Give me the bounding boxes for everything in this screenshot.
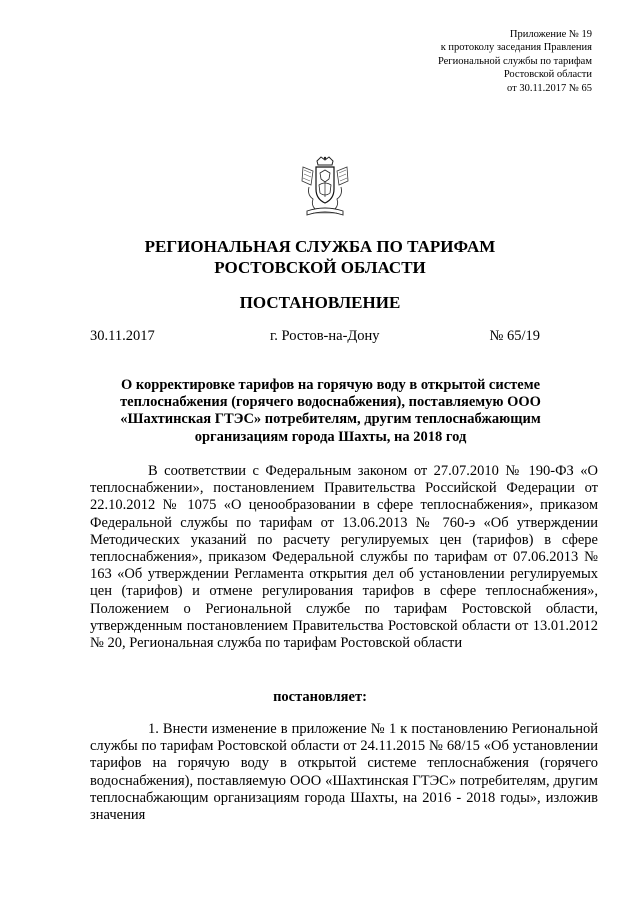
item-1-paragraph: 1. Внести изменение в приложение № 1 к постановлению Региональной службы по тарифам Ростовской области от 24.11.2015 № 68/15 «Об установлении тарифов на горячую воду в открытой системе теплоснабжения (горячего водоснабжения), поставляемую ООО «Шахтинская ГТЭС» потребителям, другим теплоснабжающим организациям города Шахты, на 2016 - 2018 годы», изложив значения bbox=[90, 721, 598, 824]
appendix-note bbox=[438, 28, 592, 95]
decree-heading: постановляет: bbox=[273, 689, 367, 705]
appendix-line: Ростовской области bbox=[503, 69, 592, 81]
appendix-line: Приложение № 19 bbox=[509, 29, 592, 40]
coat-of-arms-icon bbox=[299, 155, 351, 219]
appendix-line: Региональной службы по тарифам bbox=[437, 55, 592, 67]
document-type: ПОСТАНОВЛЕНИЕ bbox=[239, 293, 401, 312]
appendix-line: к протоколу заседания Правления bbox=[440, 42, 592, 54]
preamble-paragraph: В соответствии с Федеральным законом от 27.07.2010 № 190-ФЗ «О теплоснабжении», постановлением Правительства Российской Федерации от 22.10.2012 № 1075 «О ценообразовании в сфере теплоснабжения», приказом Федеральной службы по тарифам от 13.06.2013 № 760-э «Об утверждении Методических указаний по расчету регулируемых цен (тарифов) в сфере теплоснабжения», приказом Федеральной службы по тарифам от 07.06.2013 № 163 «Об утверждении Регламента открытия дел об установлении регулируемых цен (тарифов) и отмене регулирования тарифов в сфере теплоснабжения», Положением о Региональной службе по тарифам Ростовской области, утвержденным постановлением Правительства Ростовской области от 13.01.2012 № 20, Региональная служба по тарифам Ростовской области bbox=[90, 463, 598, 652]
organization-name-line1: РЕГИОНАЛЬНАЯ СЛУЖБА ПО ТАРИФАМ bbox=[144, 237, 496, 256]
document-subject: О корректировке тарифов на горячую воду в открытой системе теплоснабжения (горячего водоснабжения), поставляемую ООО «Шахтинская ГТЭС» потребителям, другим теплоснабжающим организациям города Шахты, на 2018 год bbox=[120, 377, 541, 445]
organization-name bbox=[0, 236, 640, 278]
document-date: 30.11.2017 bbox=[90, 328, 155, 344]
organization-name-line2: РОСТОВСКОЙ ОБЛАСТИ bbox=[214, 258, 426, 277]
document-number: № 65/19 bbox=[489, 328, 540, 344]
appendix-line: от 30.11.2017 № 65 bbox=[507, 82, 592, 94]
document-city: г. Ростов-на-Дону bbox=[270, 328, 380, 344]
